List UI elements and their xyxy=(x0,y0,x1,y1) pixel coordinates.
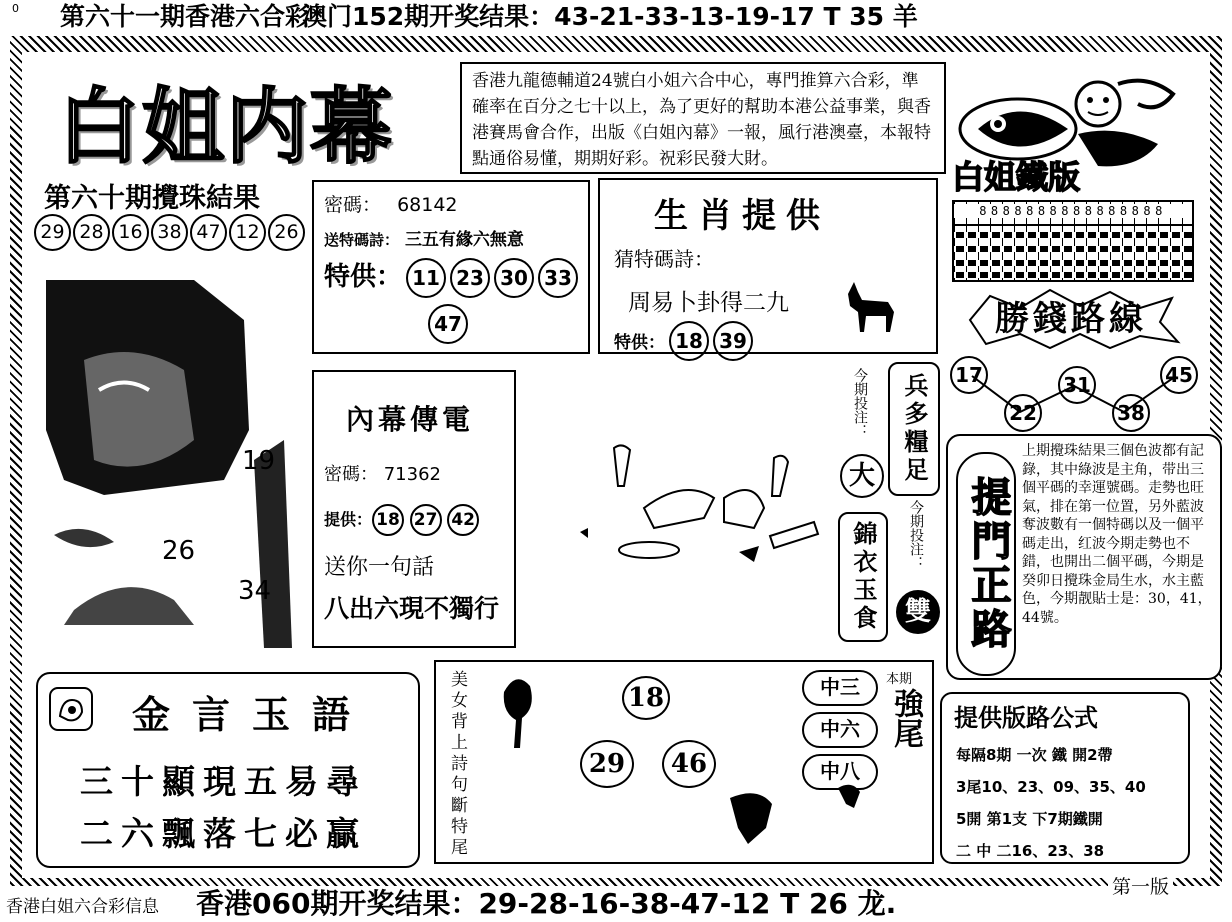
goat-icon xyxy=(840,276,900,336)
bottom-banner xyxy=(0,876,1232,920)
brand-subtitle: 白姐鐵版 xyxy=(952,158,1081,196)
golden-line-1: 三十顯現五易尋 xyxy=(80,762,367,801)
number-ball: 18 xyxy=(372,504,404,536)
special-numbers xyxy=(324,256,578,298)
route-ball: 45 xyxy=(1160,356,1198,394)
poem-row xyxy=(324,225,578,250)
intro-box xyxy=(460,62,946,174)
insider-title: 內幕傳電 xyxy=(346,403,475,436)
abacus-graphic xyxy=(952,200,1194,282)
poem-number: 29 xyxy=(580,740,634,788)
insider-box xyxy=(312,370,516,648)
golden-title: 金言玉語 xyxy=(132,692,373,737)
poem-number: 18 xyxy=(622,676,670,720)
masthead-title: 白姐内幕 xyxy=(58,79,395,175)
golden-line-2: 二六飄落七必贏 xyxy=(80,814,367,853)
abacus-digits: 8888888888888888 xyxy=(954,204,1192,218)
tip-text: 上期攪珠結果三個色波都有記錄，其中綠波是主角，带出三個平碼的幸運號碼。走勢也旺氣，排在第一位置，另外藍波奪波數有一個特碼以及一個平碼走出，红波今期走勢也不錯，也開出二個平碼，今期是癸卯日攪珠金局生水，水主藍色，今期靓貼士是：30，41，44號。 xyxy=(1022,443,1212,626)
macau-result: 澳门152期开奖结果：43-21-33-13-19-17 T 35 羊 xyxy=(302,2,918,31)
number-ball: 11 xyxy=(406,258,446,298)
bet-label-2: 今期投注： xyxy=(908,500,924,570)
number-ball: 30 xyxy=(494,258,534,298)
slogan-box-2: 錦衣玉食 xyxy=(838,512,888,642)
win-route-title-box xyxy=(960,288,1182,350)
formula-line-1: 每隔8期 一次 鐵 開2帶 xyxy=(956,746,1113,764)
insider-code-row xyxy=(324,460,504,486)
number-ball: 39 xyxy=(713,321,753,361)
number-ball: 18 xyxy=(669,321,709,361)
number-ball: 27 xyxy=(410,504,442,536)
win-route-title: 勝錢路線 xyxy=(995,299,1147,339)
photo-number: 19 xyxy=(242,446,276,476)
insider-code-value: 71362 xyxy=(383,464,441,485)
insider-code-label: 密碼： xyxy=(324,464,378,485)
page-number: 第一版 xyxy=(1108,872,1173,899)
corner-mark: 0 xyxy=(12,2,19,15)
formula-line-3: 5開 第1支 下7期鐵開 xyxy=(956,810,1103,828)
zodiac-title: 生肖提供 xyxy=(654,196,830,236)
bet-label-1: 今期投注： xyxy=(852,368,868,438)
hand-icon xyxy=(48,686,94,732)
vertical-poem: 美女背上詩句斷特尾 xyxy=(447,670,467,859)
result-ball: 16 xyxy=(112,214,149,251)
result-ball: 28 xyxy=(73,214,110,251)
tip-vertical-title: 提門正路 xyxy=(956,452,1016,676)
poem-text: 三五有緣六無意 xyxy=(404,230,524,250)
special-label: 特供： xyxy=(324,262,403,292)
number-ball: 47 xyxy=(428,304,468,344)
route-ball: 22 xyxy=(1004,394,1042,432)
insider-provide-label: 提供： xyxy=(324,510,373,529)
number-ball: 33 xyxy=(538,258,578,298)
insider-phrase-label: 送你一句話 xyxy=(324,555,435,580)
zodiac-special-label: 特供： xyxy=(614,333,665,353)
tail-item: 中三 xyxy=(802,670,878,706)
previous-results-numbers xyxy=(34,214,307,251)
result-ball: 29 xyxy=(34,214,71,251)
result-ball: 26 xyxy=(268,214,305,251)
golden-words-box xyxy=(36,672,420,868)
footer-small-text: 香港白姐六合彩信息 xyxy=(6,897,159,917)
strong-tail: 強尾 xyxy=(888,688,923,748)
formula-box xyxy=(940,692,1190,864)
formula-title: 提供版路公式 xyxy=(954,703,1098,732)
special-numbers-extra xyxy=(424,304,578,344)
secret-code-box xyxy=(312,180,590,354)
route-ball: 31 xyxy=(1058,366,1096,404)
formula-line-2: 3尾10、23、09、35、40 xyxy=(956,778,1146,796)
bet-value-2: 雙 xyxy=(896,590,940,634)
insider-phrase: 八出六現不獨行 xyxy=(324,594,500,623)
zodiac-poem: 周易卜卦得二九 xyxy=(628,290,789,316)
number-ball: 23 xyxy=(450,258,490,298)
result-ball: 12 xyxy=(229,214,266,251)
photo-number: 34 xyxy=(238,576,272,606)
poem-number: 46 xyxy=(662,740,716,788)
photo-number: 26 xyxy=(162,536,196,566)
route-ball: 17 xyxy=(950,356,988,394)
zodiac-poem-label: 猜特碼詩： xyxy=(614,247,714,271)
woman-photo xyxy=(44,280,294,648)
tail-list xyxy=(802,670,878,790)
rabbit-illustration xyxy=(574,438,824,578)
insider-numbers xyxy=(324,504,504,536)
secret-code-row xyxy=(324,190,578,217)
tail-item: 中六 xyxy=(802,712,878,748)
top-banner xyxy=(0,0,1232,34)
hk-result: 香港060期开奖结果：29-28-16-38-47-12 T 26 龙. xyxy=(196,887,897,920)
slogan-box-1: 兵多糧足 xyxy=(888,362,940,496)
tip-box xyxy=(946,434,1222,680)
code-value: 68142 xyxy=(397,194,458,216)
formula-line-4: 二 中 二16、23、38 xyxy=(956,842,1105,860)
result-ball: 38 xyxy=(151,214,188,251)
number-ball: 42 xyxy=(447,504,479,536)
zodiac-box xyxy=(598,178,938,354)
issue-title: 第六十一期香港六合彩 xyxy=(60,2,311,31)
this-period-label: 本期 xyxy=(886,672,913,687)
code-label: 密碼： xyxy=(324,194,382,216)
intro-text: 香港九龍德輔道24號白小姐六合中心，專門推算六合彩，準確率在百分之七十以上，為了更好的幫助本港公益事業，與香港賽馬會合作，出版《白姐內幕》一報，風行港澳臺，本報特點通俗易懂，期期好彩。祝彩民發大財。 xyxy=(472,71,931,169)
previous-results-title: 第六十期攪珠結果 xyxy=(44,183,260,214)
result-ball: 47 xyxy=(190,214,227,251)
route-ball: 38 xyxy=(1112,394,1150,432)
tail-item: 中八 xyxy=(802,754,878,790)
bet-value-1: 大 xyxy=(840,454,884,498)
poem-label: 送特碼詩： xyxy=(324,231,400,249)
poem-panel xyxy=(434,660,934,864)
